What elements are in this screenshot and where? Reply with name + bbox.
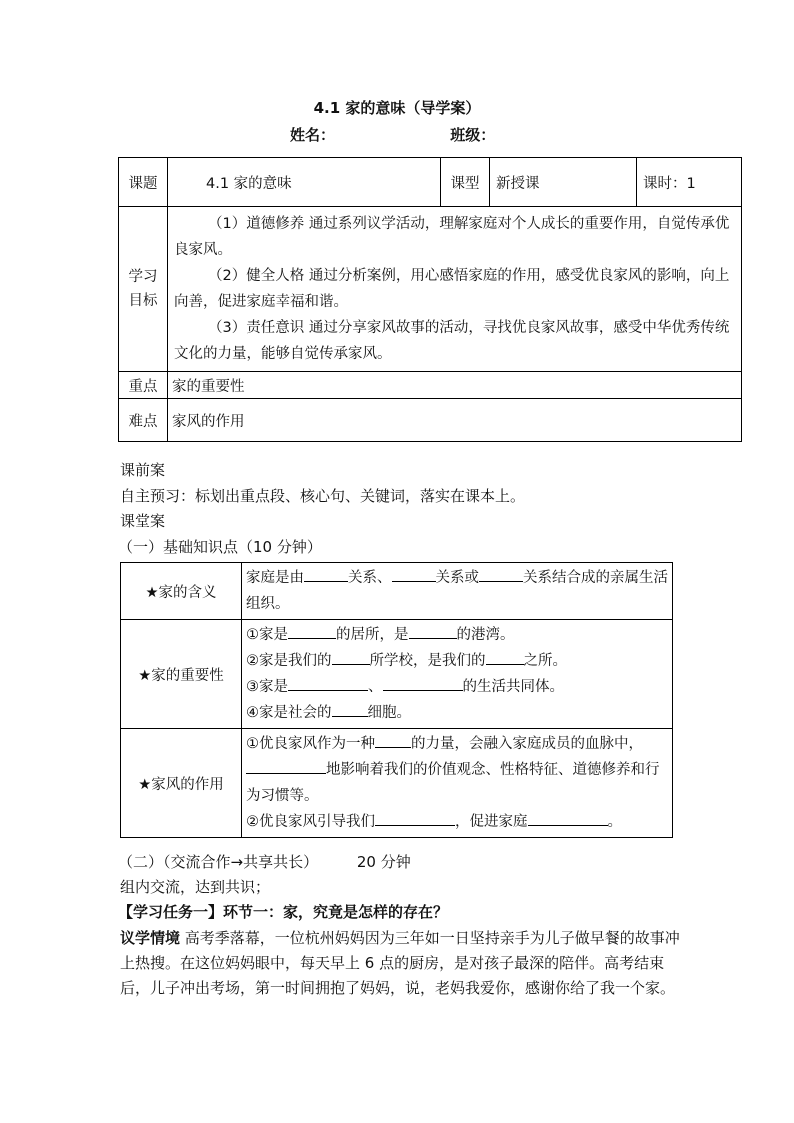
text-part: 地影响着我们的价值观念、性格特征、道德修养和行为习惯等。 [246, 762, 660, 804]
text-part: 关系或 [435, 570, 479, 586]
type-value: 新授课 [490, 158, 637, 207]
text-part: 的生活共同体。 [462, 679, 564, 695]
meaning-content [242, 563, 673, 620]
text-part: 的居所，是 [336, 627, 409, 643]
text-part: 、 [368, 679, 383, 695]
self-study-text: 自主预习：标划出重点段、核心句、关键词，落实在课本上。 [120, 487, 526, 505]
key-point-label: 重点 [119, 372, 168, 399]
goal-item: （3）责任意识 通过分享家风故事的活动，寻找优良家风故事，感受中华优秀传统文化的力量，能够自觉传承家风。 [174, 320, 730, 362]
fill-blank[interactable] [288, 622, 336, 639]
name-label: 姓名： [290, 126, 336, 144]
knowledge-table [120, 562, 673, 838]
family-style-label: ★家风的作用 [121, 729, 242, 838]
text-part: 之所。 [523, 653, 567, 669]
text-part: ②家是我们的 [246, 653, 332, 669]
topic-value: 4.1 家的意味 [168, 158, 441, 207]
text-part: ②优良家风引导我们 [246, 814, 375, 830]
part1-heading: （一）基础知识点（10 分钟） [118, 538, 322, 556]
goals-content [168, 207, 742, 372]
fill-blank[interactable] [528, 809, 608, 826]
situation-text: 高考季落幕，一位杭州妈妈因为三年如一日坚持亲手为儿子做早餐的故事冲上热搜。在这位妈妈眼中，每天早上 6 点的厨房，是对孩子最深的陪伴。高考结束后，儿子冲出考场，第一时间拥抱了妈妈，说，老妈我爱你，感谢你给了我一个家。 [120, 929, 680, 997]
pre-class-heading: 课前案 [120, 461, 166, 479]
difficulty-value: 家风的作用 [168, 399, 742, 442]
goal-item: （1）道德修养 通过系列议学活动，理解家庭对个人成长的重要作用，自觉传承优良家风。 [174, 216, 730, 258]
family-style-line [246, 731, 668, 757]
difficulty-label: 难点 [119, 399, 168, 442]
importance-label: ★家的重要性 [121, 620, 242, 729]
situation-paragraph [120, 926, 680, 1001]
text-part: ③家是 [246, 679, 288, 695]
situation-label: 议学情境 [120, 929, 181, 947]
key-point-value: 家的重要性 [168, 372, 742, 399]
text-part: ①家是 [246, 627, 288, 643]
importance-line [246, 700, 668, 726]
fill-blank[interactable] [486, 648, 524, 665]
fill-blank[interactable] [304, 565, 348, 582]
fill-blank[interactable] [479, 565, 523, 582]
text-part: 关系结合成的亲属生活组织。 [246, 570, 668, 612]
goals-label [119, 207, 168, 372]
part2-heading: （二）（交流合作→共享共长） [118, 853, 319, 871]
text-part: 的力量，会融入家庭成员的血脉中， [411, 736, 643, 752]
part2-intro: 组内交流，达到共识； [120, 878, 271, 896]
fill-blank[interactable] [332, 700, 368, 717]
fill-blank[interactable] [288, 674, 368, 691]
family-style-content [242, 729, 673, 838]
fill-blank[interactable] [392, 565, 436, 582]
goals-label-line1: 学习 [128, 269, 158, 285]
text-part: 关系、 [348, 570, 392, 586]
part2-time: 20 分钟 [356, 853, 411, 871]
class-label: 班级： [450, 126, 496, 144]
fill-blank[interactable] [383, 674, 463, 691]
page-title: 4.1 家的意味（导学案） [313, 99, 481, 117]
importance-content [242, 620, 673, 729]
text-part: 。 [607, 814, 622, 830]
text-part: 家庭是由 [246, 570, 304, 586]
part2-heading-line [118, 850, 411, 874]
importance-line [246, 648, 668, 674]
text-part: 细胞。 [367, 705, 411, 721]
fill-blank[interactable] [409, 622, 457, 639]
family-style-line [246, 809, 668, 835]
goal-item: （2）健全人格 通过分析案例，用心感悟家庭的作用，感受优良家风的影响，向上向善，促进家庭幸福和谐。 [174, 268, 730, 310]
importance-line [246, 674, 668, 700]
text-part: ，促进家庭 [455, 814, 528, 830]
task-title: 【学习任务一】环节一：家，究竟是怎样的存在？ [118, 903, 449, 921]
lesson-info-table [118, 157, 742, 442]
period-value: 课时：1 [637, 158, 742, 207]
importance-line [246, 622, 668, 648]
fill-blank[interactable] [375, 809, 455, 826]
in-class-heading: 课堂案 [120, 512, 166, 530]
family-style-line [246, 757, 668, 809]
fill-blank[interactable] [375, 731, 411, 748]
text-part: 所学校，是我们的 [369, 653, 486, 669]
goals-label-line2: 目标 [128, 293, 158, 309]
text-part: 的港湾。 [456, 627, 515, 643]
topic-label: 课题 [119, 158, 168, 207]
text-part: ①优良家风作为一种 [246, 736, 375, 752]
fill-blank[interactable] [246, 757, 326, 774]
type-label: 课型 [441, 158, 490, 207]
text-part: ④家是社会的 [246, 705, 332, 721]
student-info-line [290, 124, 495, 145]
fill-blank[interactable] [332, 648, 370, 665]
meaning-label: ★家的含义 [121, 563, 242, 620]
